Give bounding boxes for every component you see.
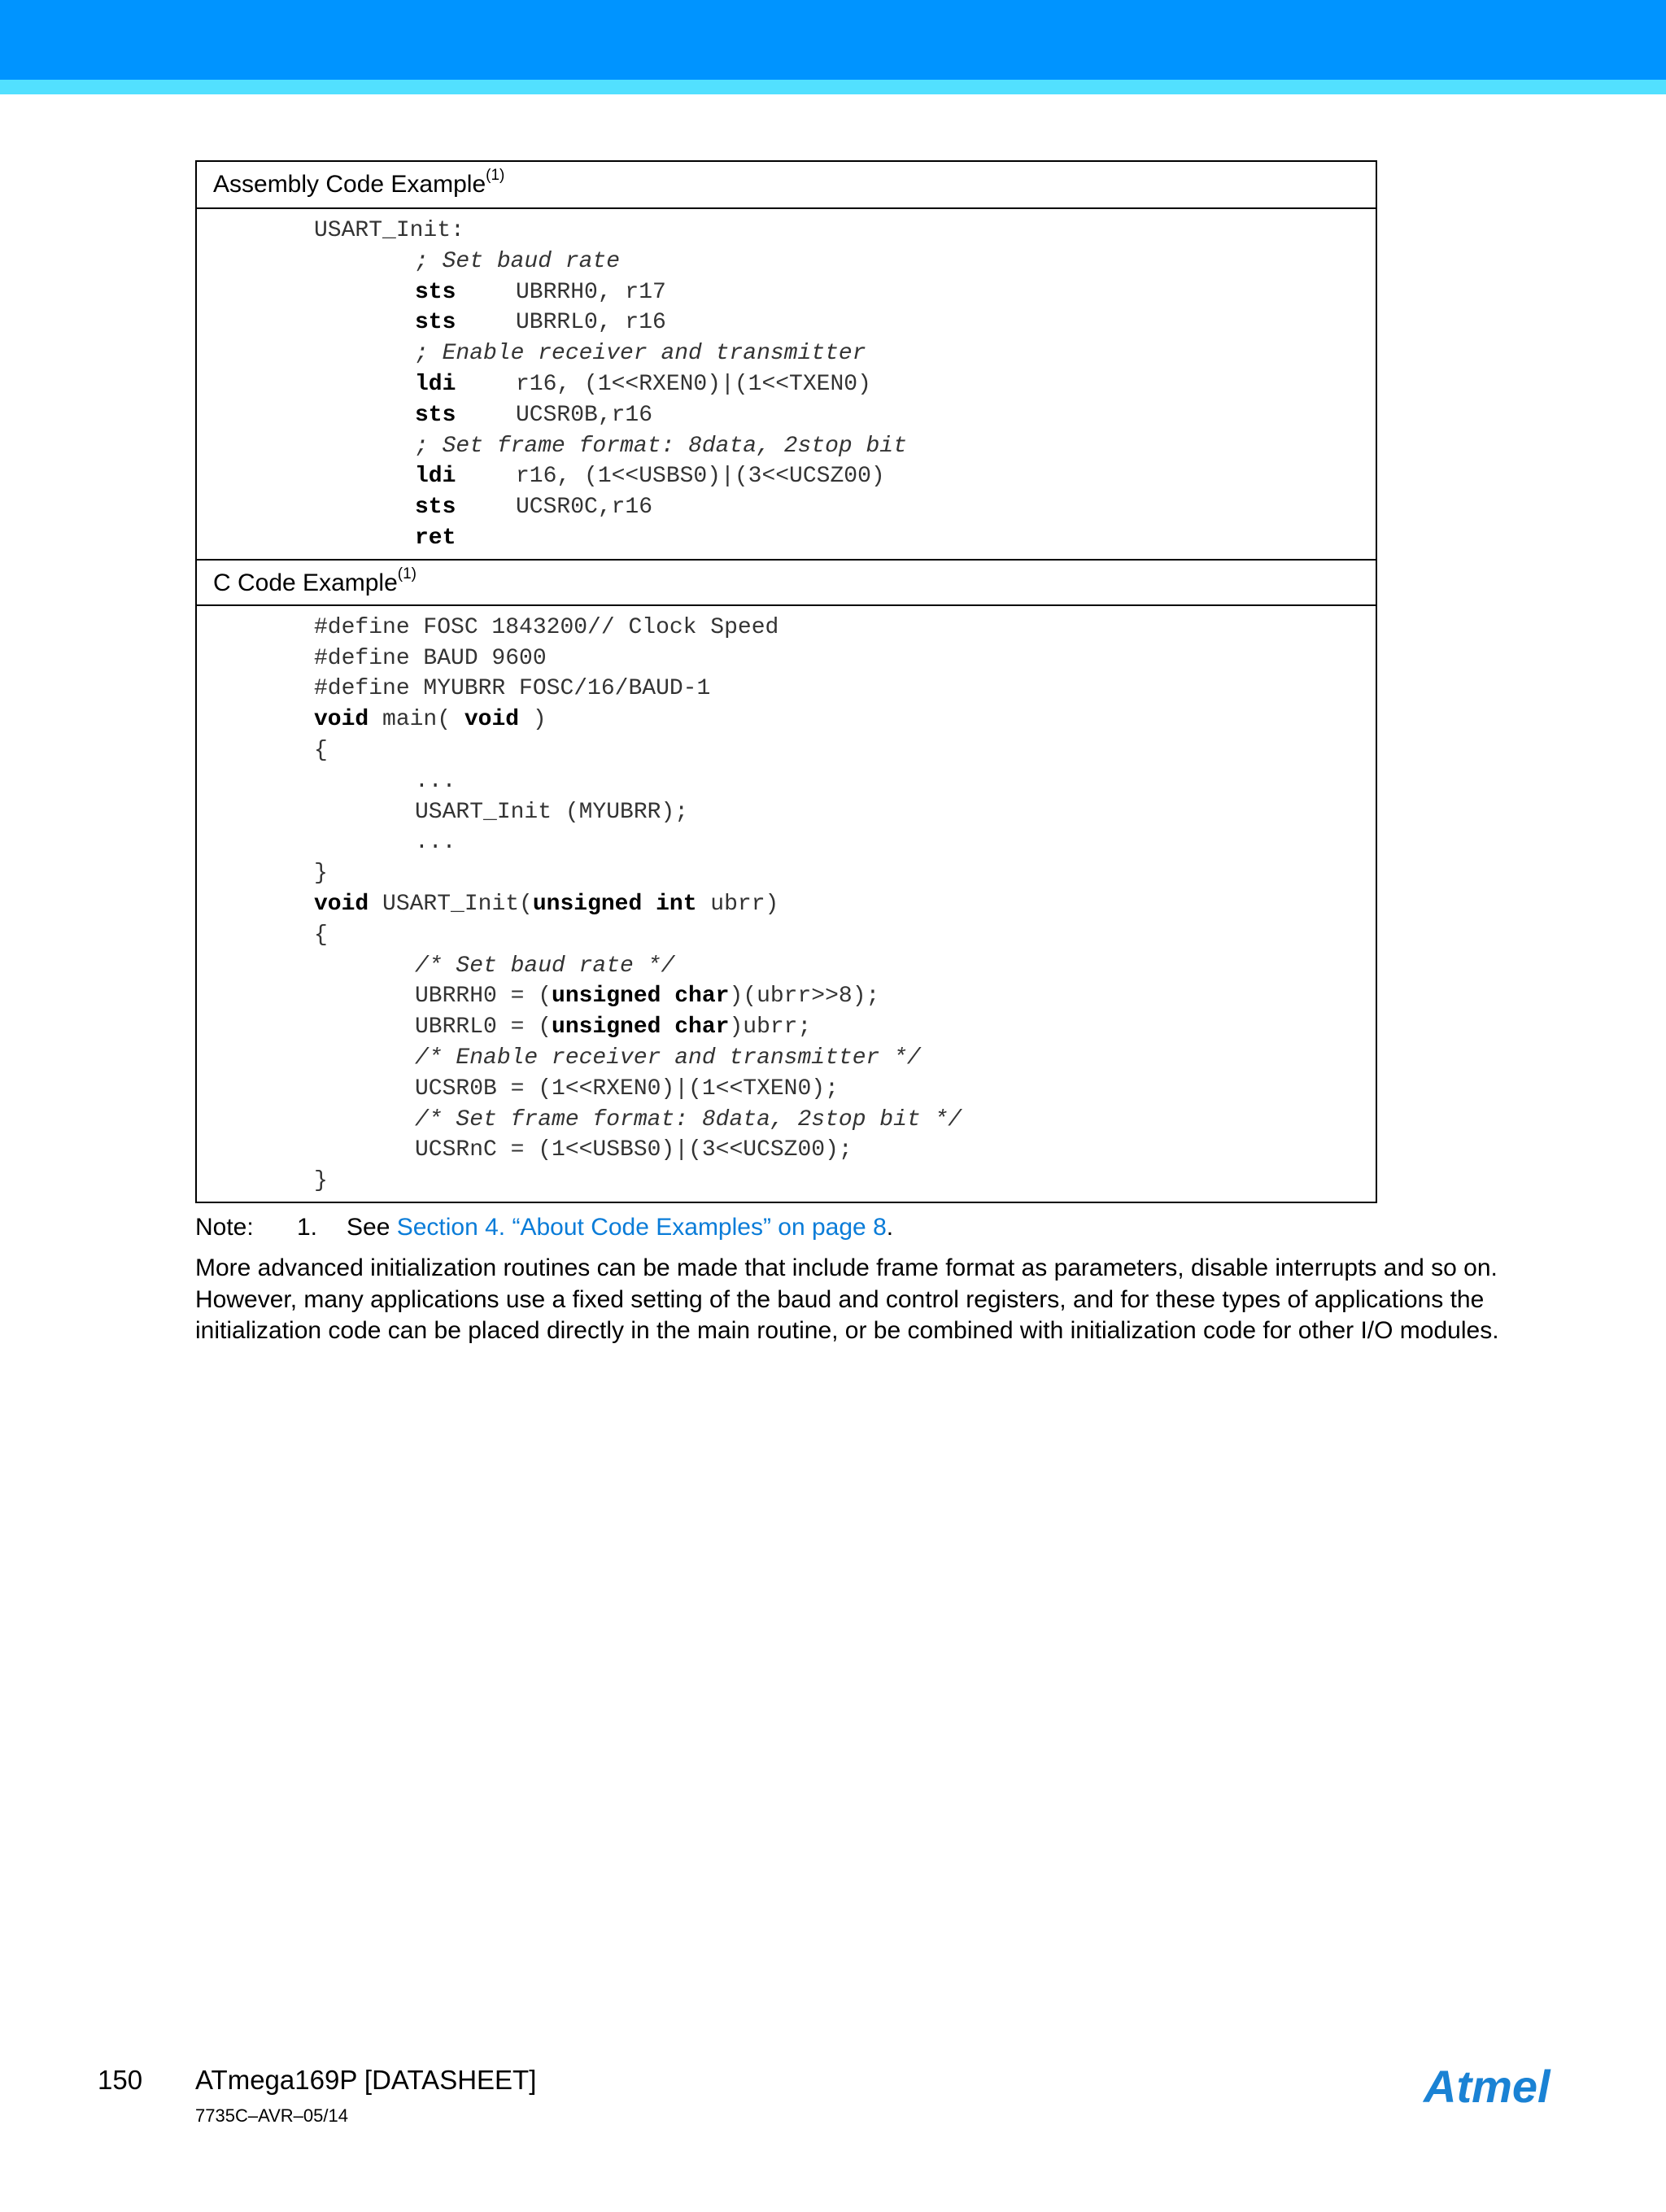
- assembly-footnote-ref: (1): [486, 167, 505, 184]
- code-line: ...: [415, 768, 456, 794]
- code-line: {: [314, 737, 328, 763]
- code-comment: ; Set frame format: 8data, 2stop bit: [415, 433, 907, 459]
- code-line: ldi r16, (1<<USBS0)|(3<<UCSZ00): [415, 464, 885, 490]
- code-examples-table: [195, 160, 1377, 1203]
- section-link[interactable]: Section 4. “About Code Examples” on page 8: [396, 1214, 887, 1241]
- code-comment: ; Enable receiver and transmitter: [415, 341, 866, 367]
- document-code: 7735C–AVR–05/14: [195, 2105, 348, 2126]
- code-line: sts UCSR0C,r16: [415, 495, 653, 521]
- note-number: 1.: [297, 1214, 318, 1241]
- assembly-title: Assembly Code Example: [213, 171, 486, 198]
- code-comment: ; Set baud rate: [415, 248, 621, 274]
- code-line: #define MYUBRR FOSC/16/BAUD-1: [314, 676, 711, 702]
- code-line: UBRRL0 = (unsigned char)ubrr;: [415, 1014, 812, 1041]
- assembly-code: [197, 209, 1376, 559]
- code-line: #define BAUD 9600: [314, 645, 547, 671]
- document-title: ATmega169P [DATASHEET]: [195, 2065, 537, 2095]
- header-bar: [0, 0, 1666, 80]
- code-line: USART_Init:: [314, 218, 464, 243]
- header-stripe: [0, 80, 1666, 94]
- code-line: sts UBRRL0, r16: [415, 310, 666, 336]
- code-line: UBRRH0 = (unsigned char)(ubrr>>8);: [415, 984, 880, 1010]
- code-comment: /* Set baud rate */: [415, 953, 675, 979]
- code-line: ...: [415, 830, 456, 856]
- code-line: void main( void ): [314, 707, 547, 733]
- code-line: #define FOSC 1843200// Clock Speed: [314, 614, 779, 640]
- c-code-footnote-ref: (1): [397, 565, 417, 582]
- code-line: sts UCSR0B,r16: [415, 402, 653, 428]
- code-line: void USART_Init(unsigned int ubrr): [314, 891, 779, 917]
- atmel-logo: [1422, 2060, 1572, 2114]
- assembly-header: [197, 162, 1376, 209]
- c-code-header: [197, 559, 1376, 606]
- code-line: }: [314, 861, 328, 887]
- code-line: sts UBRRH0, r17: [415, 279, 666, 305]
- code-line: }: [314, 1168, 328, 1194]
- code-line: UCSR0B = (1<<RXEN0)|(1<<TXEN0);: [415, 1075, 839, 1102]
- code-line: UCSRnC = (1<<USBS0)|(3<<UCSZ00);: [415, 1137, 853, 1163]
- footnote: [195, 1211, 893, 1244]
- page-number: 150: [98, 2065, 143, 2095]
- code-line: {: [314, 922, 328, 948]
- code-line: ret: [415, 525, 456, 551]
- code-comment: /* Set frame format: 8data, 2stop bit */: [415, 1106, 962, 1132]
- body-paragraph: More advanced initialization routines can be made that include frame format as parameters, disable interrupts and so on. However, many applications use a fixed setting of the baud and control registers, and for these types of applications the initialization code can be placed directly in the main routine, or be combined with initialization code for other I/O modules.: [195, 1254, 1499, 1344]
- note-label: Note:: [195, 1214, 254, 1241]
- code-line: USART_Init (MYUBRR);: [415, 799, 689, 825]
- code-line: ldi r16, (1<<RXEN0)|(1<<TXEN0): [415, 371, 871, 397]
- svg-text:Atmel: Atmel: [1424, 2061, 1550, 2112]
- code-comment: /* Enable receiver and transmitter */: [415, 1045, 921, 1071]
- note-end: .: [886, 1214, 894, 1241]
- c-code: [197, 606, 1376, 1202]
- c-code-title: C Code Example: [213, 569, 398, 596]
- note-see: See: [347, 1214, 397, 1241]
